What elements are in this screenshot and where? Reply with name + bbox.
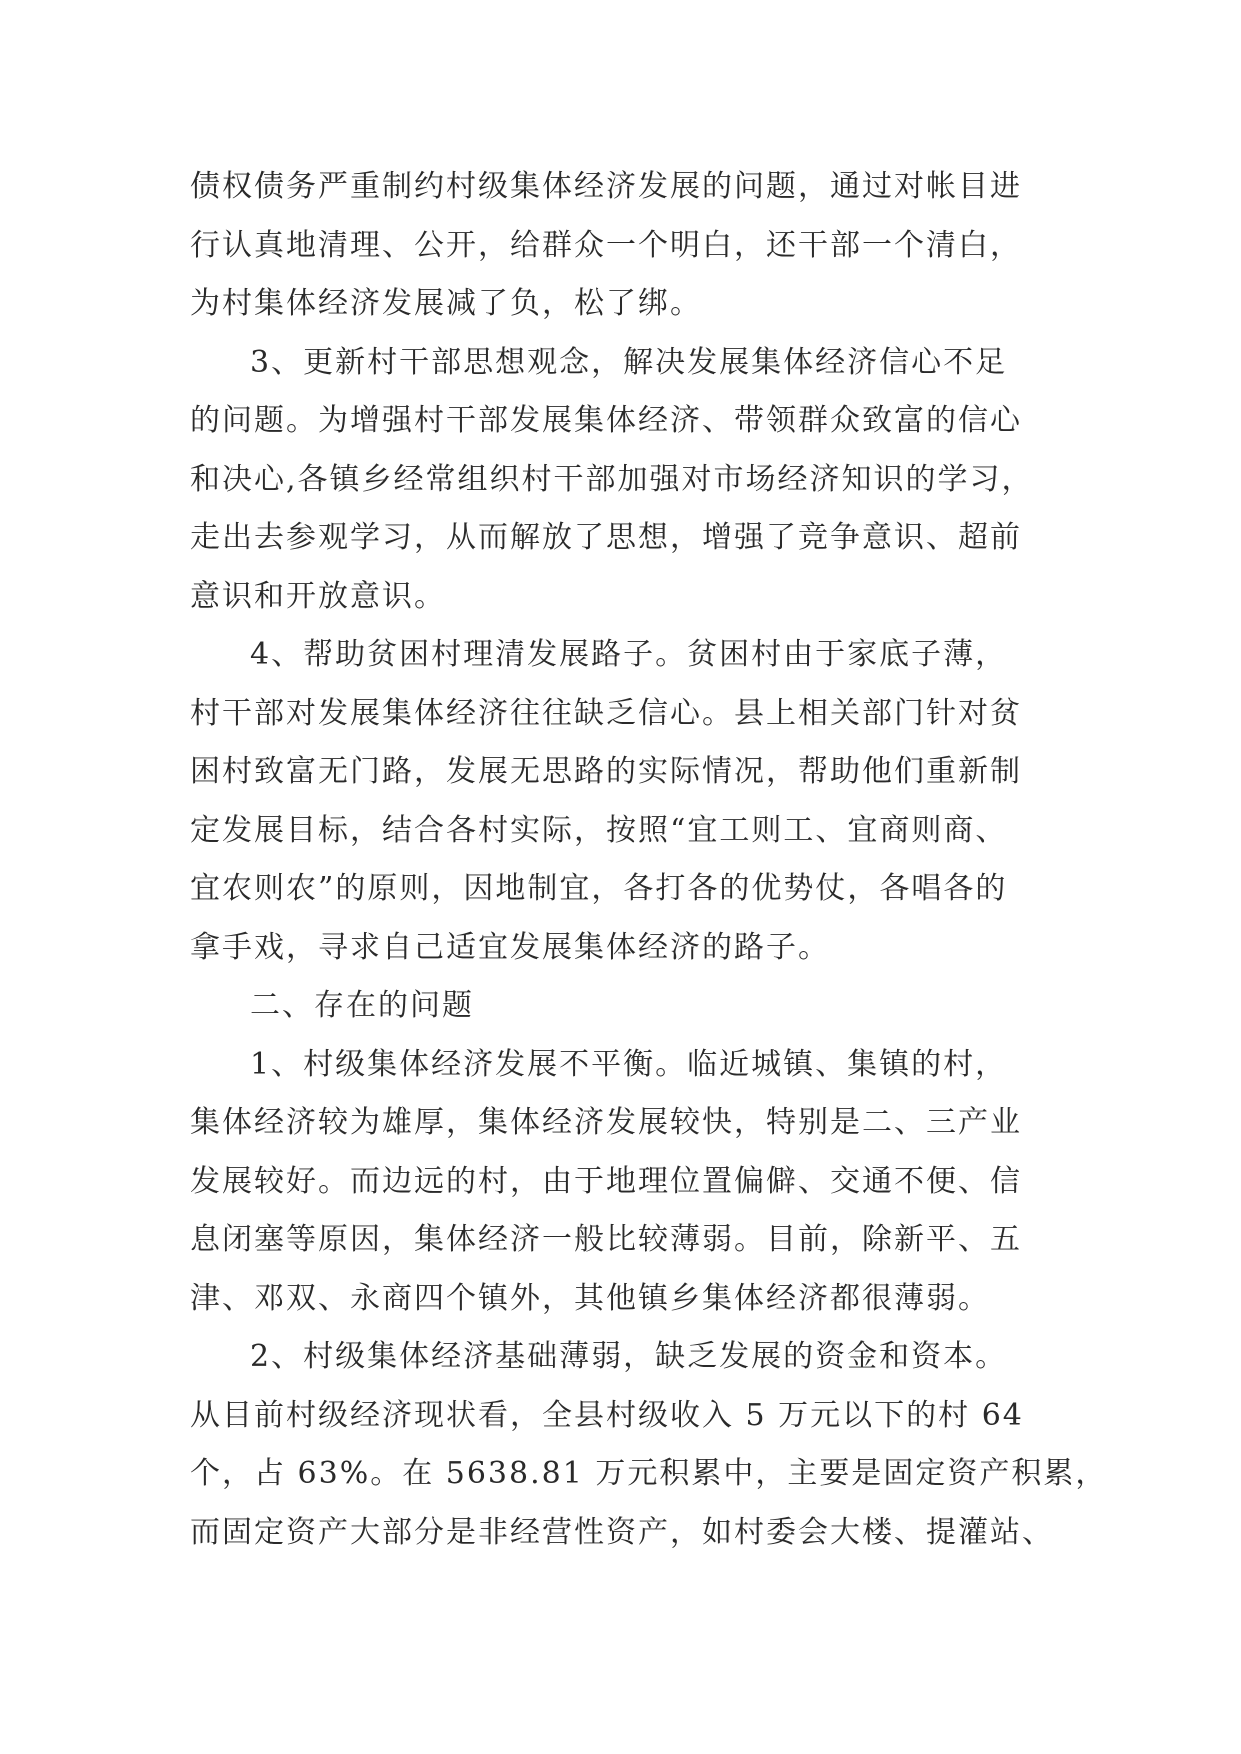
text-line: 拿手戏，寻求自己适宜发展集体经济的路子。 (190, 929, 830, 965)
paragraph-start-line: 2、村级集体经济基础薄弱，缺乏发展的资金和资本。 (250, 1339, 1008, 1374)
section-heading: 二、存在的问题 (250, 988, 474, 1023)
text-line: 集体经济较为雄厚，集体经济发展较快，特别是二、三产业 (190, 1105, 1022, 1140)
text-line: 意识和开放意识。 (190, 578, 446, 614)
text-line: 困村致富无门路，发展无思路的实际情况，帮助他们重新制 (190, 754, 1022, 789)
paragraph-start-line: 4、帮助贫困村理清发展路子。贫困村由于家底子薄， (250, 637, 1008, 672)
text-line: 个，占 63%。在 5638.81 万元积累中，主要是固定资产积累， (190, 1456, 1108, 1491)
text-line: 村干部对发展集体经济往往缺乏信心。县上相关部门针对贫 (190, 695, 1022, 731)
paragraph-start-line: 1、村级集体经济发展不平衡。临近城镇、集镇的村， (250, 1046, 1008, 1082)
text-line: 从目前村级经济现状看，全县村级收入 5 万元以下的村 64 (190, 1397, 1024, 1433)
text-line: 而固定资产大部分是非经营性资产，如村委会大楼、提灌站、 (190, 1514, 1054, 1550)
text-line: 和决心,各镇乡经常组织村干部加强对市场经济知识的学习， (190, 461, 1034, 497)
text-line: 息闭塞等原因，集体经济一般比较薄弱。目前，除新平、五 (190, 1222, 1022, 1257)
text-line: 债权债务严重制约村级集体经济发展的问题，通过对帐目进 (190, 169, 1022, 204)
text-line: 津、邓双、永商四个镇外，其他镇乡集体经济都很薄弱。 (190, 1280, 990, 1316)
text-line: 行认真地清理、公开，给群众一个明白，还干部一个清白， (190, 227, 1022, 263)
document-body (190, 158, 1108, 1562)
paragraph-start-line: 3、更新村干部思想观念，解决发展集体经济信心不足 (250, 344, 1008, 380)
text-line: 走出去参观学习，从而解放了思想，增强了竞争意识、超前 (190, 520, 1022, 555)
text-line: 为村集体经济发展减了负，松了绑。 (190, 286, 702, 321)
text-line: 发展较好。而边远的村，由于地理位置偏僻、交通不便、信 (190, 1163, 1022, 1199)
text-line: 宜农则农”的原则，因地制宜，各打各的优势仗，各唱各的 (190, 871, 1008, 906)
text-line: 定发展目标，结合各村实际，按照“宜工则工、宜商则商、 (190, 812, 1008, 848)
text-line: 的问题。为增强村干部发展集体经济、带领群众致富的信心 (190, 403, 1022, 438)
